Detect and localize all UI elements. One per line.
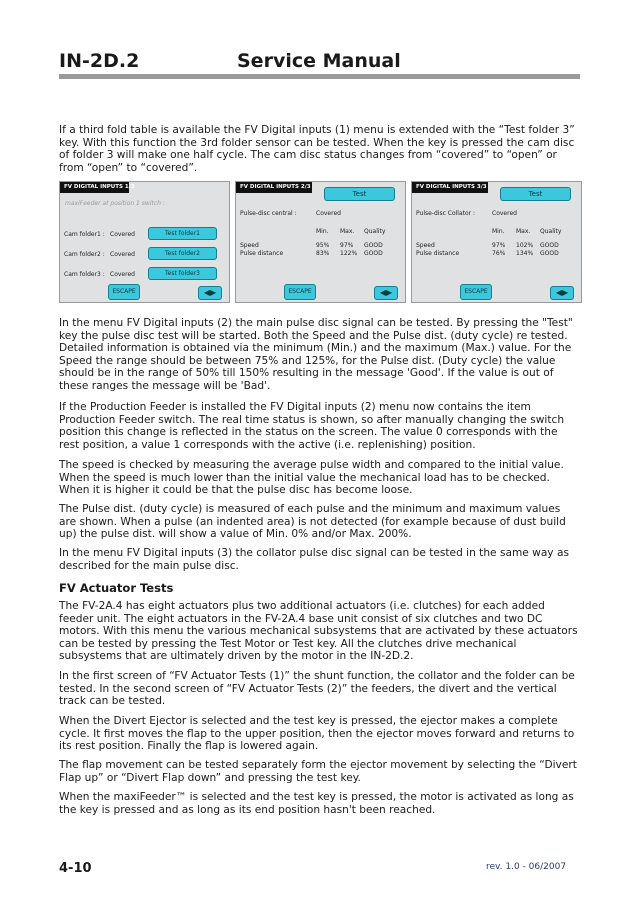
paragraph-pulse-dist: The Pulse dist. (duty cycle) is measured of each pulse and the minimum and maximum values are shown. When a pulse (an indented area) is not detected (for example because of dust build up) the pulse dist. will show a value of Min. 0% and/or Max. 200%.	[59, 503, 566, 540]
screen-title: FV DIGITAL INPUTS 3/3	[412, 182, 488, 193]
pulse-disc-central-label: Pulse-disc central :	[240, 210, 297, 217]
page-arrows-button[interactable]: ◀▶	[198, 286, 222, 300]
col-min: Min.	[492, 228, 505, 235]
pulse-distance-quality: GOOD	[540, 250, 559, 257]
intro-paragraph: If a third fold table is available the FV Digital inputs (1) menu is extended with the “Test folder 3” key. With this function the 3rd folder sensor can be tested. When the key is pressed the cam disc of folder 3 will make one half cycle. The cam disc status changes from “covered” to “open” or from “open” to “covered”.	[59, 124, 575, 174]
cam-folder1-label: Cam folder1 :	[64, 231, 105, 238]
escape-button[interactable]: ESCAPE	[108, 284, 140, 300]
paragraph-actuators: The FV-2A.4 has eight actuators plus two additional actuators (i.e. clutches) for each added feeder unit. The eight actuators in the FV-2A.4 base unit consist of six clutches and two DC motors. With this menu the various mechanical subsystems that are activated by these actuators can be tested by pressing the Test Motor or Test key. All the clutches drive mechanical subsystems that are ultimately driven by the motor in the IN-2D.2.	[59, 600, 578, 662]
page-arrows-button[interactable]: ◀▶	[550, 286, 574, 300]
pulse-disc-collator-status: Covered	[492, 210, 517, 217]
col-quality: Quality	[364, 228, 386, 235]
test-button[interactable]: Test	[324, 187, 395, 201]
page-arrows-button[interactable]: ◀▶	[374, 286, 398, 300]
pulse-distance-max: 122%	[340, 250, 358, 257]
test-folder3-button[interactable]: Test folder3	[148, 267, 217, 280]
pulse-distance-max: 134%	[516, 250, 534, 257]
paragraph-flap-movement: The flap movement can be tested separately form the ejector movement by selecting the “Divert Flap up” or “Divert Flap down” and pressing the test key.	[59, 759, 577, 784]
pulse-distance-quality: GOOD	[364, 250, 383, 257]
screen-digital-inputs-1	[59, 181, 230, 303]
paragraph-production-feeder: If the Production Feeder is installed the FV Digital inputs (2) menu now contains the item Production Feeder switch. The real time status is shown, so after manually changing the switch position this change is reflected in the status on the screen. The value 0 corresponds with the rest position, a value 1 corresponds with the active (i.e. replenishing) position.	[59, 401, 565, 451]
page-number: 4-10	[59, 861, 92, 876]
cam-folder1-status: Covered	[110, 231, 135, 238]
escape-button[interactable]: ESCAPE	[460, 284, 492, 300]
speed-label: Speed	[240, 242, 259, 249]
paragraph-speed-check: The speed is checked by measuring the average pulse width and compared to the initial value. When the speed is much lower than the initial value the mechanical load has to be checked. When it is higher it could be that the pulse disc has become loose.	[59, 459, 564, 496]
speed-quality: GOOD	[364, 242, 383, 249]
cam-folder2-status: Covered	[110, 251, 135, 258]
pulse-disc-collator-label: Pulse-disc Collator :	[416, 210, 476, 217]
section-heading: FV Actuator Tests	[59, 581, 174, 595]
cam-folder3-status: Covered	[110, 271, 135, 278]
cam-folder2-label: Cam folder2 :	[64, 251, 105, 258]
screen-digital-inputs-2	[235, 181, 406, 303]
paragraph-actuator-screens: In the first screen of “FV Actuator Tests (1)” the shunt function, the collator and the folder can be tested. In the second screen of “FV Actuator Tests (2)” the feeders, the divert and the vertical track can be tested.	[59, 670, 575, 707]
col-max: Max.	[340, 228, 355, 235]
speed-min: 97%	[492, 242, 506, 249]
screen-digital-inputs-3	[411, 181, 582, 303]
paragraph-collator-pulse: In the menu FV Digital inputs (3) the collator pulse disc signal can be tested in the same way as described for the main pulse disc.	[59, 547, 569, 572]
speed-label: Speed	[416, 242, 435, 249]
speed-quality: GOOD	[540, 242, 559, 249]
paragraph-maxifeeder: When the maxiFeeder™ is selected and the test key is pressed, the motor is activated as long as the key is pressed and as long as its end position hasn't been reached.	[59, 791, 574, 816]
document-title: Service Manual	[237, 50, 401, 72]
pulse-distance-min: 83%	[316, 250, 330, 257]
document-id: IN-2D.2	[59, 50, 140, 72]
pulse-distance-label: Pulse distance	[416, 250, 460, 257]
col-min: Min.	[316, 228, 329, 235]
speed-max: 97%	[340, 242, 354, 249]
test-folder1-button[interactable]: Test folder1	[148, 227, 217, 240]
test-folder2-button[interactable]: Test folder2	[148, 247, 217, 260]
speed-min: 95%	[316, 242, 330, 249]
maxifeeder-label: maxiFeeder at position 1 switch :	[65, 200, 165, 207]
screen-title: FV DIGITAL INPUTS 1/3	[60, 182, 129, 193]
speed-max: 102%	[516, 242, 534, 249]
pulse-distance-label: Pulse distance	[240, 250, 284, 257]
col-quality: Quality	[540, 228, 562, 235]
revision-label: rev. 1.0 - 06/2007	[486, 862, 567, 872]
paragraph-pulse-disc-test: In the menu FV Digital inputs (2) the main pulse disc signal can be tested. By pressing the "Test" key the pulse disc test will be started. Both the Speed and the Pulse dist. (duty cycle) re tested. Detailed information is obtained via the minimum (Min.) and the maximum (Max.) value. For the Speed the range should be between 75% and 125%, for the Pulse dist. (Duty cycle) the value should be in the range of 50% till 150% resulting in the message 'Good'. If the value is out of these ranges the message will be 'Bad'.	[59, 317, 573, 392]
pulse-distance-min: 76%	[492, 250, 506, 257]
pulse-disc-central-status: Covered	[316, 210, 341, 217]
paragraph-divert-ejector: When the Divert Ejector is selected and the test key is pressed, the ejector makes a complete cycle. It first moves the flap to the upper position, then the ejector moves forward and returns to its rest position. Finally the flap is lowered again.	[59, 715, 575, 752]
col-max: Max.	[516, 228, 531, 235]
screen-title: FV DIGITAL INPUTS 2/3	[236, 182, 312, 193]
test-button[interactable]: Test	[500, 187, 571, 201]
cam-folder3-label: Cam folder3 :	[64, 271, 105, 278]
header-rule	[59, 74, 580, 79]
escape-button[interactable]: ESCAPE	[284, 284, 316, 300]
